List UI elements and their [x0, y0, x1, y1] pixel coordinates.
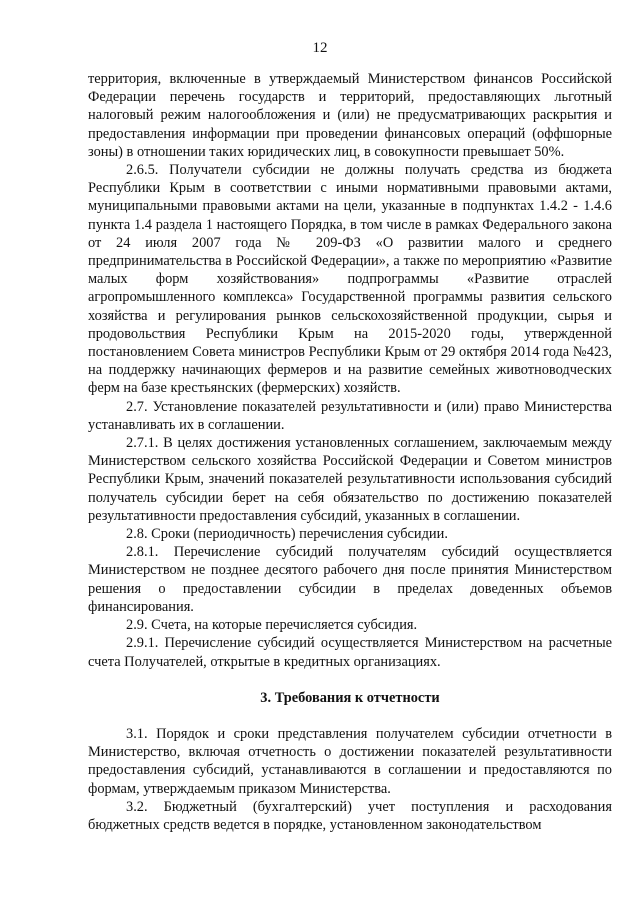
paragraph-2-8-1: 2.8.1. Перечисление субсидий получателям субсидий осуществляется Министерством не позднее десятого рабочего дня после принятия Министерством решения о предоставлении субсидии в пределах доведенных объемов финансирования.: [88, 544, 612, 615]
paragraph-2-6-5: 2.6.5. Получатели субсидии не должны получать средства из бюджета Республики Крым в соответствии с иными нормативными правовыми актами, муниципальными правовыми актами на цели, указанные в подпунктах 1.4.2 - 1.4.6 пункта 1.4 раздела 1 настоящего Порядка, в том числе в рамках Федерального закона от 24 июля 2007 года № 209-ФЗ «О развитии малого и среднего предпринимательства в Российской Федерации», а также по мероприятию «Развитие малых форм хозяйствования» подпрограммы «Развитие отраслей агропромышленного комплекса» Государственной программы развития сельского хозяйства и регулирования рынков сельскохозяйственной продукции, сырья и продовольствия Республики Крым на 2015-2020 годы, утвержденной постановлением Совета министров Республики Крым от 29 октября 2014 года №423, на поддержку начинающих фермеров и на развитие семейных животноводческих ферм на базе крестьянских (фермерских) хозяйств.: [88, 162, 612, 397]
paragraph-2-9: 2.9. Счета, на которые перечисляется субсидия.: [126, 617, 418, 634]
section-title: 3. Требования к отчетности: [260, 689, 440, 706]
paragraph-2-7-1: 2.7.1. В целях достижения установленных соглашением, заключаемым между Министерством сельского хозяйства Российской Федерации и Советом министров Республики Крым, значений показателей результативности использования субсидий получатель субсидии берет на себя обязательство по достижению показателей результативности предоставления субсидий, указанных в соглашении.: [88, 435, 612, 524]
paragraph-offshore-continuation: территория, включенные в утверждаемый Министерством финансов Российской Федерации перечень государств и территорий, предоставляющих льготный налоговый режим налогообложения и (или) не предусматривающих раскрытия и предоставления информации при проведении финансовых операций (оффшорные зоны) в отношении таких юридических лиц, в совокупности превышает 50%.: [88, 71, 612, 160]
document-body: [88, 70, 612, 834]
paragraph-3-2: 3.2. Бюджетный (бухгалтерский) учет поступления и расходования бюджетных средств ведется в порядке, установленном законодательством: [88, 798, 612, 833]
paragraph-3-1: 3.1. Порядок и сроки представления получателем субсидии отчетности в Министерство, включая отчетность о достижении показателей результативности предоставления субсидий, устанавливаются в соглашении и предоставляются по формам, утверждаемым приказом Министерства.: [88, 725, 612, 797]
page-number: 12: [312, 40, 328, 56]
paragraph-2-8: 2.8. Сроки (периодичность) перечисления субсидии.: [126, 526, 448, 543]
paragraph-2-7: 2.7. Установление показателей результативности и (или) право Министерства устанавливать их в соглашении.: [88, 398, 612, 433]
paragraph-2-9-1: 2.9.1. Перечисление субсидий осуществляется Министерством на расчетные счета Получателей, открытые в кредитных организациях.: [88, 635, 612, 670]
